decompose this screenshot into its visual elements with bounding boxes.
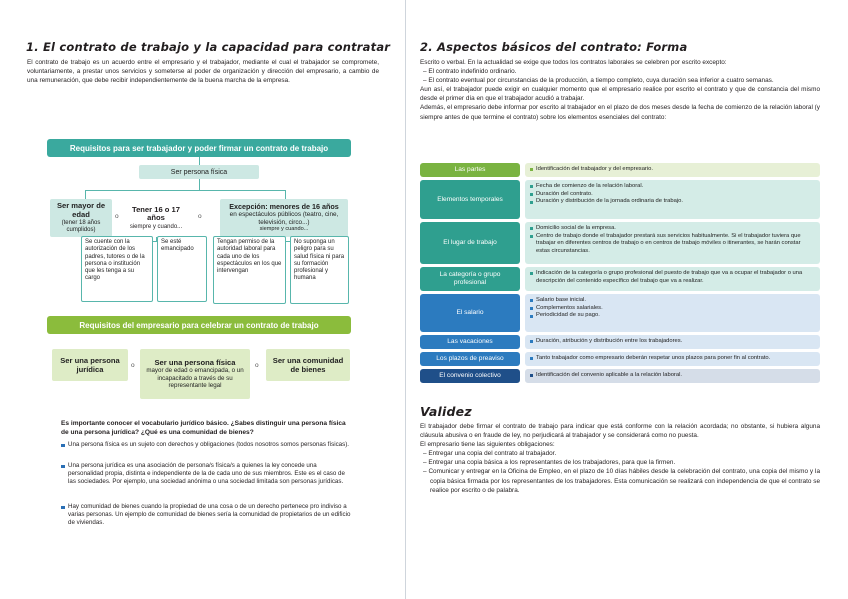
form-exception-2: – El contrato eventual por circunstancias de la producción, a tiempo completo, cuya duración sea inferior a cuatro semanas.	[423, 77, 774, 85]
table-row-content	[525, 369, 820, 383]
emancipated-condition: Se esté emancipado	[157, 236, 207, 302]
adult-option	[50, 199, 112, 237]
table-row-label: El convenio colectivo	[420, 369, 520, 383]
community-of-goods-option: Ser una comunidad de bienes	[266, 349, 350, 381]
table-row-content	[525, 163, 820, 177]
table-row-item: Complementos salariales.	[530, 305, 815, 313]
labor-permit-condition: Tengan permiso de la autoridad laboral para cada uno de los espectáculos en los que intervengan	[213, 236, 286, 304]
legal-person-definition: Una persona jurídica es una asociación de persona/s física/s a quienes la ley concede una personalidad propia, distinta e independiente de la de cada uno de sus miembros. Este es el caso de las sociedades. Por ejemplo, una sociedad anónima o una sociedad limitada son personas jurídicas.	[61, 462, 351, 487]
community-of-goods-definition: Hay comunidad de bienes cuando la propiedad de una cosa o de un derecho pertenece pro indiviso a varias personas. Un ejemplo de comunidad de bienes sería la comunidad de propietarios de un edificio de viviendas.	[61, 503, 351, 528]
table-row-label: La categoría o grupo profesional	[420, 267, 520, 291]
table-row-item: Tanto trabajador como empresario deberán respetar unos plazos para poner fin al contrato.	[530, 355, 815, 363]
natural-person-definition: Una persona física es un sujeto con derechos y obligaciones (todos nosotros somos personas físicas).	[61, 441, 351, 449]
form-text	[420, 58, 820, 122]
vocabulary-question: Es importante conocer el vocabulario jurídico básico. ¿Sabes distinguir una persona física de una persona jurídica? ¿Qué es una comunidad de bienes?	[61, 420, 346, 436]
employer-obligation-2: – Entregar una copia básica a los representantes de los trabajadores, para que la firmen.	[423, 459, 676, 467]
table-row-item: Duración y distribución de la jornada ordinaria de trabajo.	[530, 198, 815, 206]
table-row-item: Duración del contrato.	[530, 191, 815, 199]
table-row-content	[525, 352, 820, 366]
adult-subtitle: (tener 18 años cumplidos)	[61, 220, 101, 233]
table-row-label: El salario	[420, 294, 520, 332]
validity-title: Validez	[420, 404, 472, 419]
table-row-item: Identificación del trabajador y del empresario.	[530, 166, 815, 174]
minor-exception-option	[220, 199, 348, 237]
or-separator: o	[131, 362, 135, 369]
connector	[285, 190, 286, 199]
or-separator: o	[115, 213, 119, 220]
connector	[85, 190, 86, 199]
exception-title: Excepción: menores de 16 años	[229, 202, 339, 212]
employer-obligation-1: – Entregar una copia del contrato al trabajador.	[423, 450, 557, 458]
form-paragraph-3: Además, el empresario debe informar por escrito al trabajador en el plazo de dos meses desde la fecha de comienzo de la relación laboral (y siempre antes de que termine el contrato) sobre los elementos esenciales del contrato:	[420, 104, 820, 121]
exception-detail: en espectáculos públicos (teatro, cine, televisión, circo...)	[229, 211, 339, 226]
adult-title: Ser mayor de edad	[56, 201, 106, 219]
parental-authorization-condition: Se cuente con la autorización de los padres, tutores o de la persona o institución que les tenga a su cargo	[81, 236, 153, 302]
natural-person-detail: mayor de edad o emancipada, o un incapacitado a través de su representante legal	[146, 367, 244, 390]
validity-paragraph-2: El empresario tiene las siguientes obligaciones:	[420, 441, 555, 449]
natural-person-employer-option	[140, 349, 250, 399]
table-row-item: Domicilio social de la empresa.	[530, 225, 815, 233]
natural-person-requirement: Ser persona física	[139, 165, 259, 179]
section-2-title: 2. Aspectos básicos del contrato: Forma	[420, 40, 688, 54]
legal-entity-option: Ser una persona jurídica	[52, 349, 128, 381]
table-row-item: Centro de trabajo donde el trabajador prestará sus servicios habitualmente. Si el trabajador tuviera que trabajar en diferentes centros de trabajo o en centros de trabajo móviles o itinerantes, se harán constar estas circunstancias.	[530, 233, 815, 256]
connector	[85, 190, 285, 191]
table-row-label: Las partes	[420, 163, 520, 177]
validity-paragraph-1: El trabajador debe firmar el contrato de trabajo para indicar que está conforme con la relación acordada; no obstante, si hubiera alguna cláusula abusiva o en fraude de ley, no perjudicará al trabajador y se considerará como no puesta.	[420, 423, 820, 440]
table-row-content	[525, 335, 820, 349]
teen-subtitle: siempre y cuando...	[129, 223, 183, 230]
exception-subtitle: siempre y cuando...	[259, 225, 309, 232]
teen-option	[125, 199, 187, 237]
table-row-item: Indicación de la categoría o grupo profesional del puesto de trabajo que va a ocupar el trabajador o una descripción del contenido específico del trabajo que va a realizar.	[530, 270, 815, 285]
table-row-label: El lugar de trabajo	[420, 222, 520, 264]
table-row-content	[525, 222, 820, 264]
form-paragraph-2: Aun así, el trabajador puede exigir en cualquier momento que el empresario realice por escrito el contrato y que de constancia del mismo desde el primer día en que el trabajador acudió a trabajar.	[420, 86, 820, 103]
connector	[199, 157, 200, 165]
teen-title: Tener 16 o 17 años	[132, 204, 180, 222]
connector	[199, 179, 200, 190]
natural-person-title: Ser una persona física	[154, 358, 236, 368]
section-1-title: 1. El contrato de trabajo y la capacidad para contratar	[26, 40, 391, 54]
employer-requirements-header: Requisitos del empresario para celebrar un contrato de trabajo	[47, 316, 351, 334]
validity-text	[420, 422, 820, 495]
form-paragraph-1: Escrito o verbal. En la actualidad se exige que todos los contratos laborales se celebren por escrito excepto:	[420, 59, 727, 66]
table-row-label: Los plazos de preaviso	[420, 352, 520, 366]
contract-definition: El contrato de trabajo es un acuerdo entre el empresario y el trabajador, mediante el cual el trabajador se compromete, voluntariamente, a prestar unos servicios y someterse al poder de organización y dirección del empresario, a cambio de una remuneración, que debe recibir independientemente de la buena marcha de la empresa.	[27, 59, 379, 85]
worker-requirements-header: Requisitos para ser trabajador y poder firmar un contrato de trabajo	[47, 139, 351, 157]
or-separator: o	[198, 213, 202, 220]
table-row-label: Las vacaciones	[420, 335, 520, 349]
table-row-content	[525, 294, 820, 332]
form-exception-1: – El contrato indefinido ordinario.	[423, 68, 517, 76]
table-row-item: Periodicidad de su pago.	[530, 312, 815, 320]
or-separator: o	[255, 362, 259, 369]
table-row-item: Duración, atribución y distribución entre los trabajadores.	[530, 338, 815, 346]
no-danger-condition: No suponga un peligro para su salud física ni para su formación profesional y humana	[290, 236, 349, 304]
table-row-item: Salario base inicial.	[530, 297, 815, 305]
table-row-content	[525, 180, 820, 219]
table-row-item: Identificación del convenio aplicable a la relación laboral.	[530, 372, 815, 380]
table-row-content	[525, 267, 820, 291]
table-row-item: Fecha de comienzo de la relación laboral.	[530, 183, 815, 191]
employer-obligation-3: – Comunicar y entregar en la Oficina de Empleo, en el plazo de 10 días hábiles desde la celebración del contrato, una copia del mismo y la copia básica firmada por los representantes de los trabajadores. Esta comunicación se realizará con independencia de que el contrato se realice por escrito o de palabra.	[423, 468, 820, 494]
table-row-label: Elementos temporales	[420, 180, 520, 219]
column-divider	[405, 0, 406, 599]
